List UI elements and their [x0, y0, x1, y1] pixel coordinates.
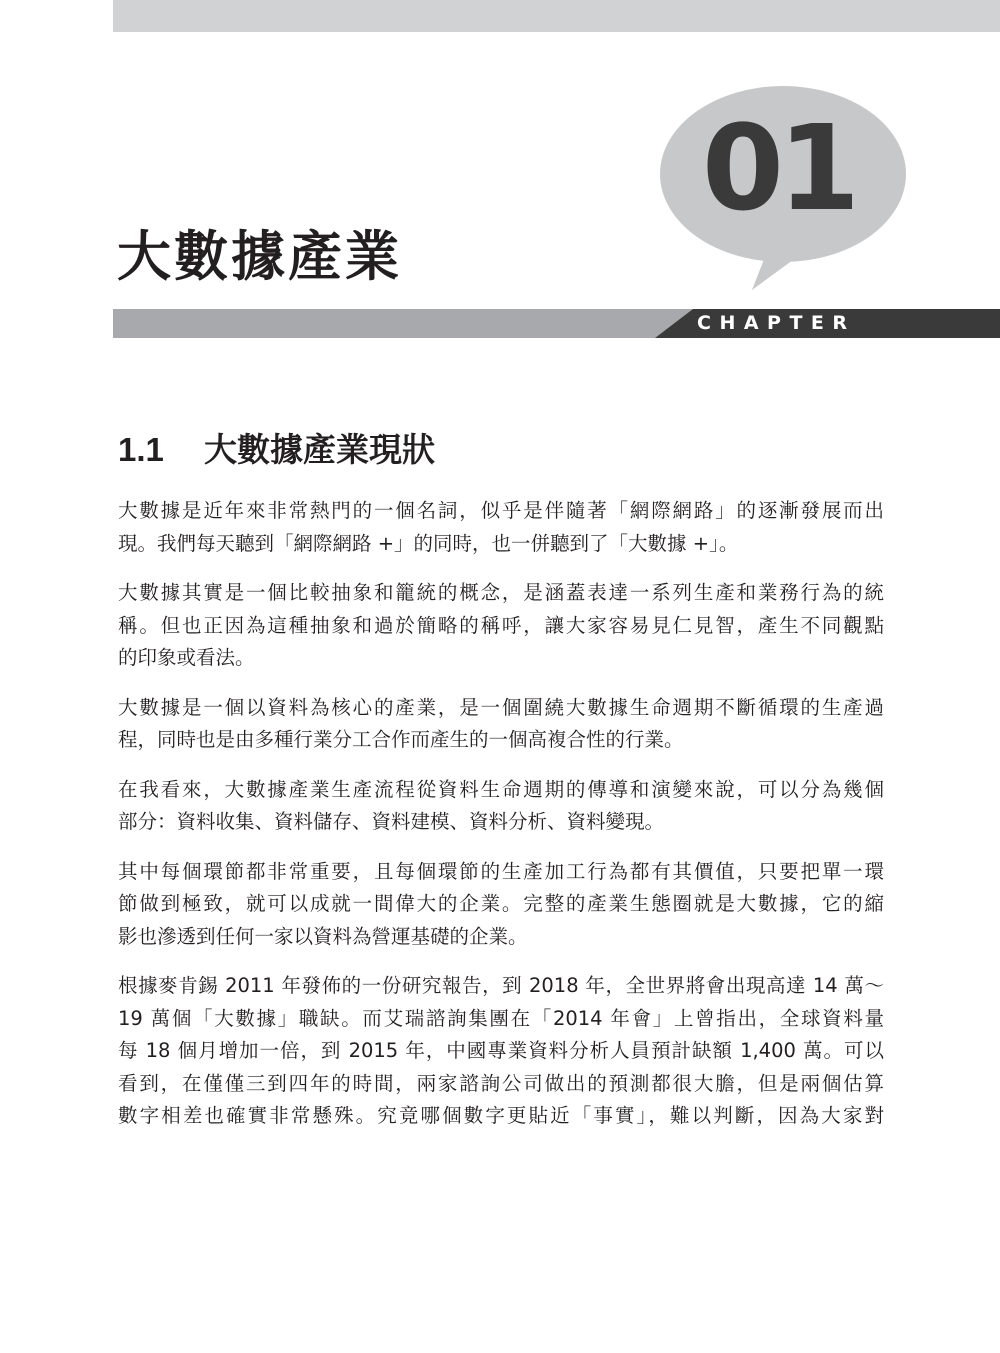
- text-line: 部分：資料收集、資料儲存、資料建模、資料分析、資料變現。: [118, 810, 665, 833]
- text-line: 節做到極致，就可以成就一間偉大的企業。完整的產業生態圈就是大數據，它的縮: [118, 892, 884, 915]
- paragraph: [118, 970, 884, 1133]
- text-line: 影也滲透到任何一家以資料為營運基礎的企業。: [118, 924, 528, 948]
- text-line: 現。我們每天聽到「網際網路 +」的同時，也一併聽到了「大數據 +」。: [118, 531, 739, 555]
- paragraph: [118, 577, 884, 675]
- paragraph: [118, 774, 884, 839]
- body-text: [118, 495, 884, 1150]
- chapter-label: CHAPTER: [697, 312, 856, 334]
- chapter-number: 01: [701, 99, 855, 237]
- section-number: 1.1: [118, 431, 164, 468]
- chapter-title: 大數據產業: [117, 225, 402, 288]
- paragraph: [118, 692, 884, 757]
- text-line: 其中每個環節都非常重要，且每個環節的生產加工行為都有其價值，只要把單一環: [118, 859, 884, 883]
- paragraph: [118, 856, 884, 954]
- text-line: 在我看來，大數據產業生產流程從資料生命週期的傳導和演變來說，可以分為幾個: [118, 777, 884, 801]
- text-line: 19 萬個「大數據」職缺。而艾瑞諮詢集團在「2014 年會」上曾指出，全球資料量: [118, 1006, 884, 1030]
- text-line: 大數據其實是一個比較抽象和籠統的概念，是涵蓋表達一系列生產和業務行為的統: [118, 581, 884, 604]
- text-line: 看到，在僅僅三到四年的時間，兩家諮詢公司做出的預測都很大膽，但是兩個估算: [118, 1071, 884, 1095]
- text-line: 每 18 個月增加一倍，到 2015 年，中國專業資料分析人員預計缺額 1,400 萬。可以: [118, 1039, 884, 1062]
- top-decorative-bar: [113, 0, 1000, 32]
- section-heading: [118, 426, 435, 474]
- text-line: 根據麥肯錫 2011 年發佈的一份研究報告，到 2018 年，全世界將會出現高達 14 萬～: [118, 974, 884, 997]
- text-line: 程，同時也是由多種行業分工合作而產生的一個高複合性的行業。: [118, 728, 684, 751]
- chapter-band-light: [113, 309, 693, 338]
- text-line: 大數據是一個以資料為核心的產業，是一個圍繞大數據生命週期不斷循環的生產過: [118, 695, 884, 719]
- section-title: 大數據產業現狀: [204, 430, 435, 469]
- text-line: 大數據是近年來非常熱門的一個名詞，似乎是伴隨著「網際網路」的逐漸發展而出: [118, 499, 884, 522]
- text-line: 的印象或看法。: [118, 646, 255, 669]
- paragraph: [118, 495, 884, 560]
- text-line: 數字相差也確實非常懸殊。究竟哪個數字更貼近「事實」，難以判斷，因為大家對: [118, 1104, 884, 1127]
- text-line: 稱。但也正因為這種抽象和過於簡略的稱呼，讓大家容易見仁見智，產生不同觀點: [118, 613, 884, 637]
